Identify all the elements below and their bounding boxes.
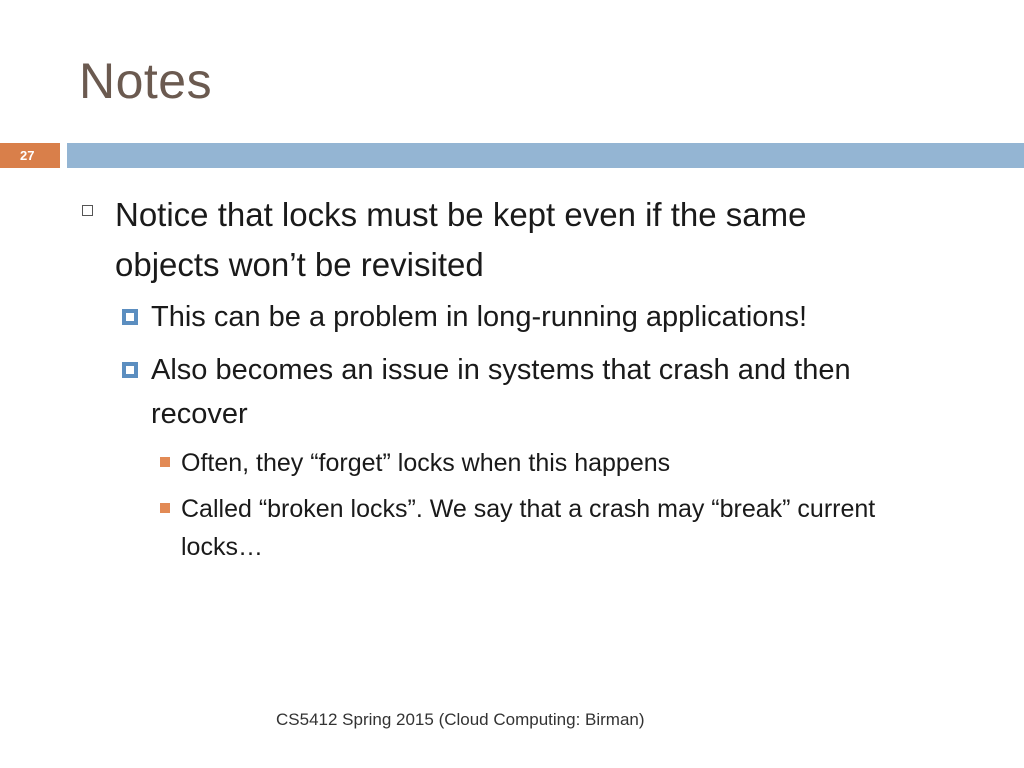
bullet-level2-text-1: This can be a problem in long-running applications! — [151, 301, 808, 333]
framed-square-bullet-icon — [122, 309, 138, 325]
slide-number-badge: 27 — [0, 143, 60, 168]
bullet-level2-text-2: Also becomes an issue in systems that crash and then recover — [151, 354, 851, 430]
bullet-level3-text-1: Often, they “forget” locks when this happens — [181, 449, 671, 477]
bullet-level3-text-2: Called “broken locks”. We say that a crash may “break” current locks… — [181, 495, 876, 561]
filled-square-bullet-icon — [160, 457, 170, 467]
slide-footer: CS5412 Spring 2015 (Cloud Computing: Birman) — [276, 710, 645, 729]
header-band — [67, 143, 1024, 168]
hollow-square-bullet-icon — [82, 205, 93, 216]
slide-title: Notes — [79, 53, 213, 109]
filled-square-bullet-icon — [160, 503, 170, 513]
framed-square-bullet-icon — [122, 362, 138, 378]
bullet-level1-text: Notice that locks must be kept even if the same objects won’t be revisited — [115, 196, 807, 283]
